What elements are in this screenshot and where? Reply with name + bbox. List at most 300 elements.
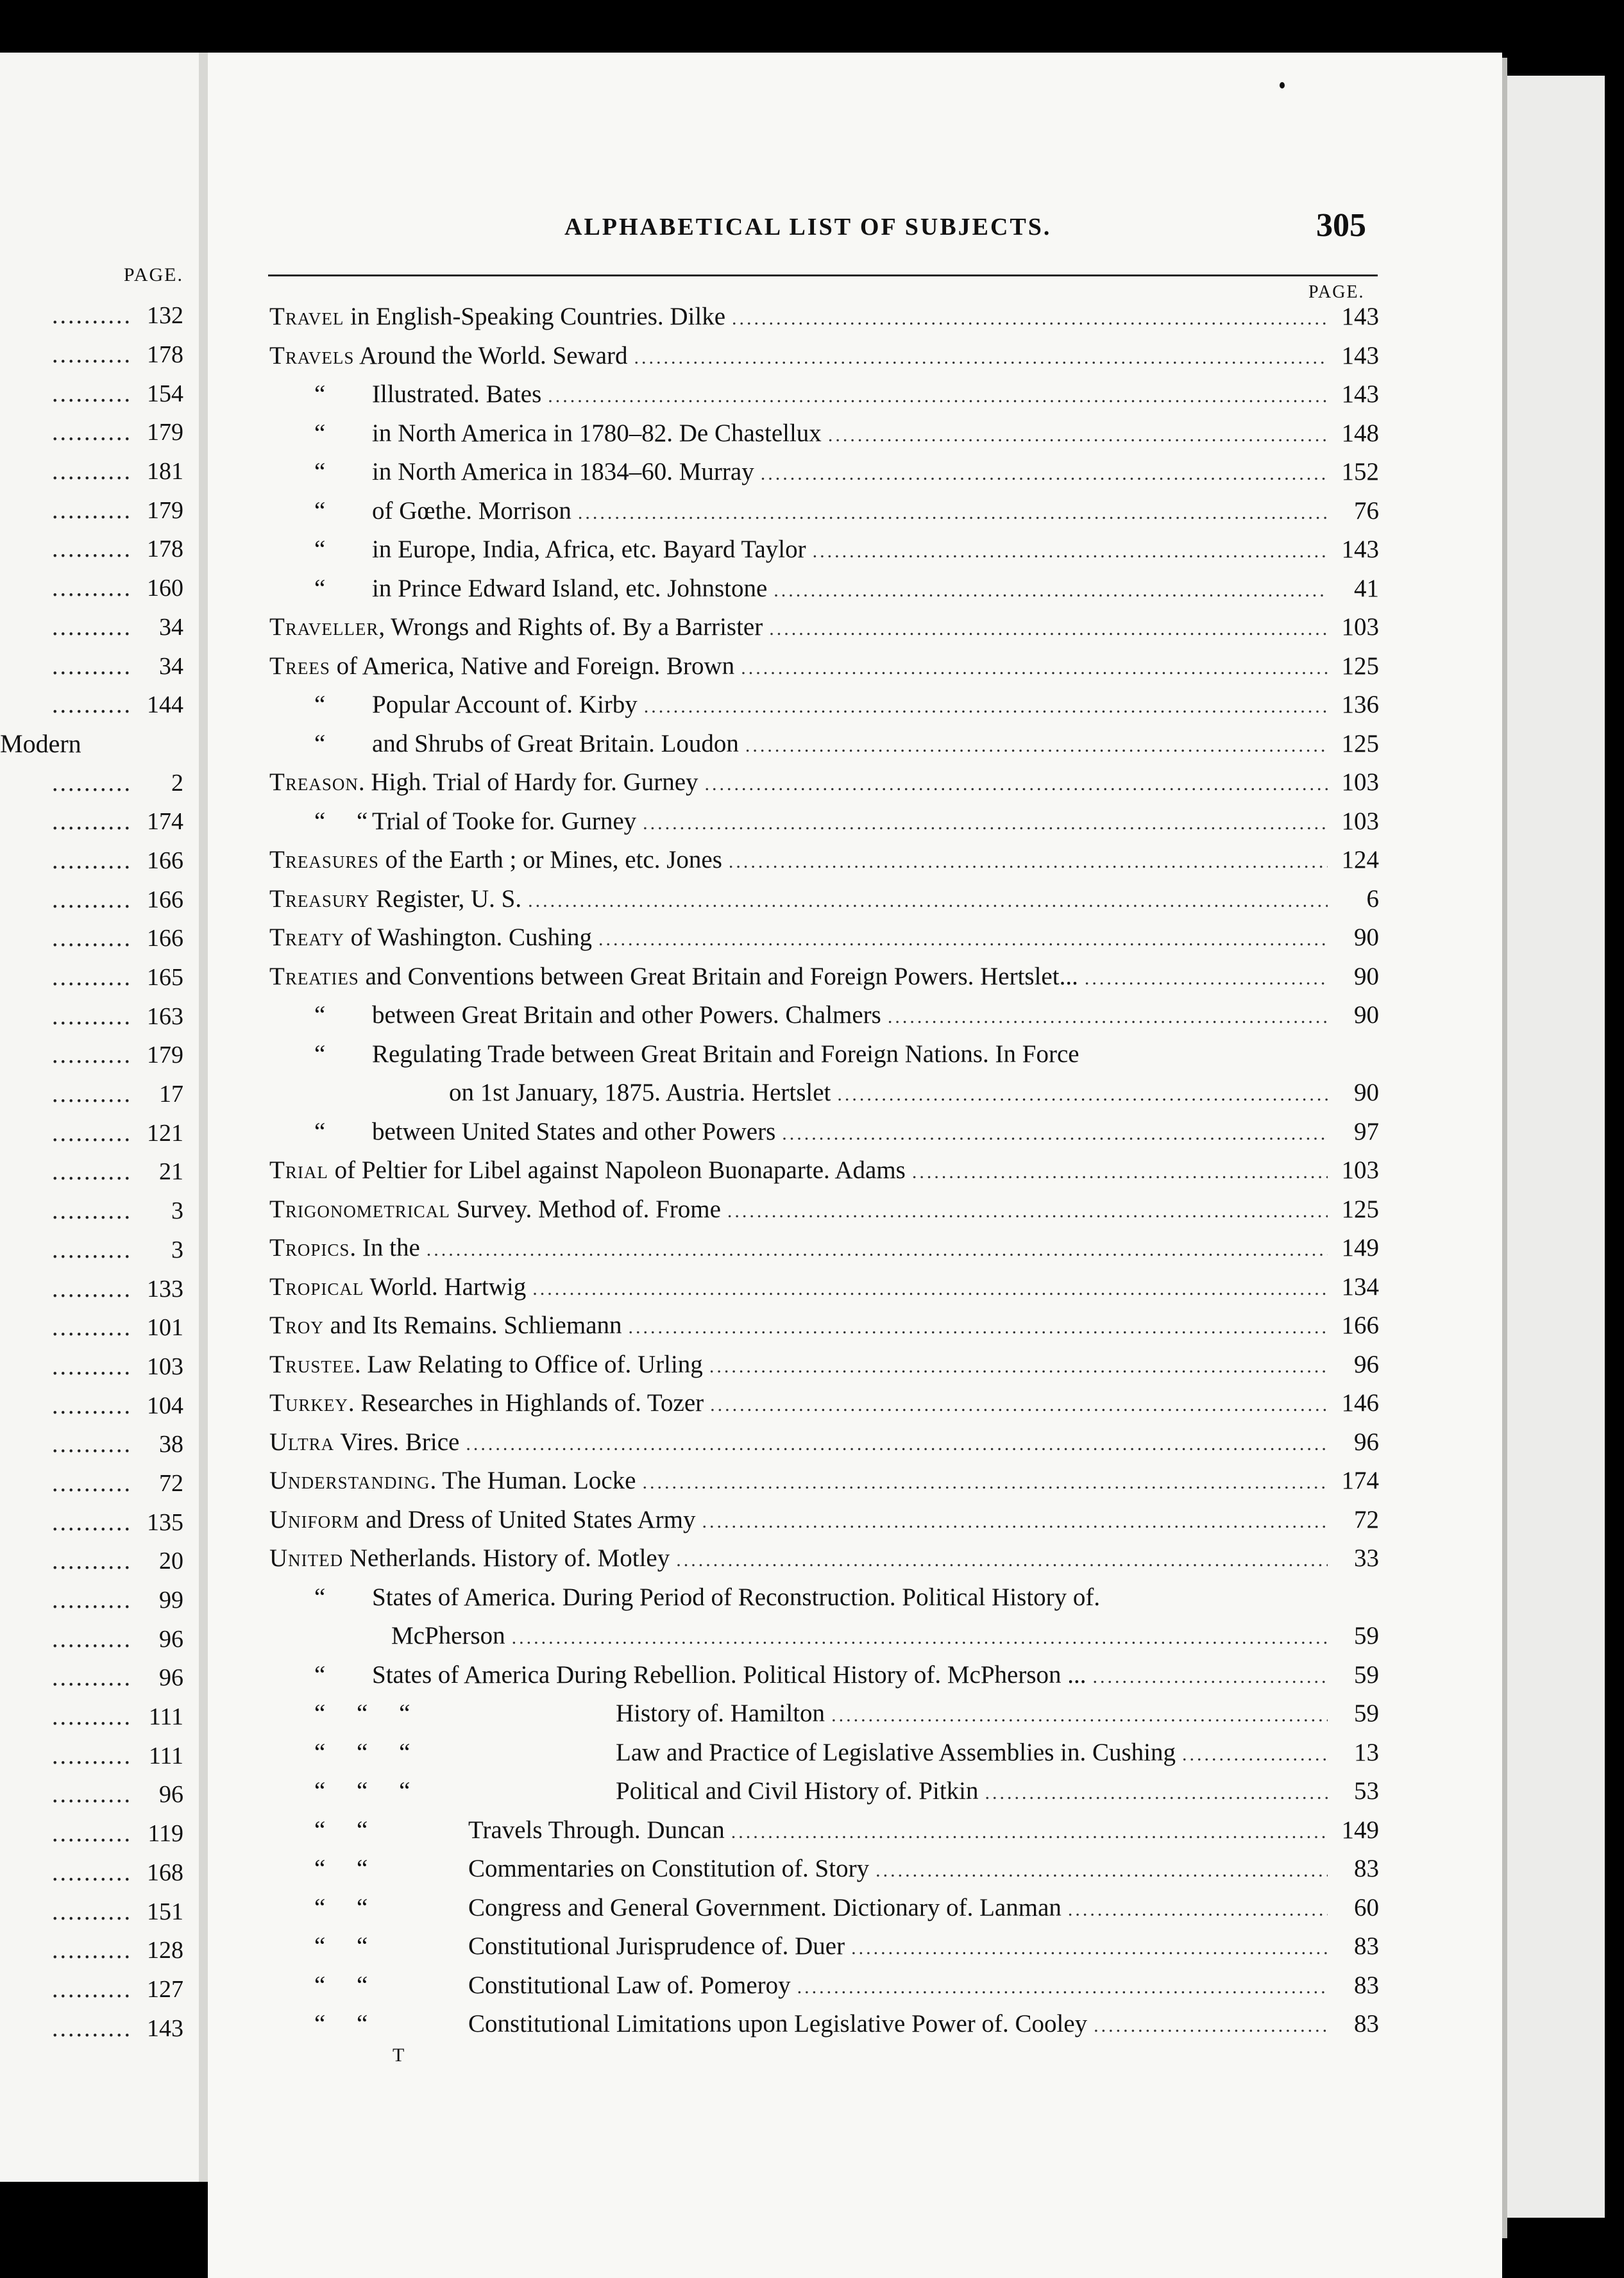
facing-page-number: 38 bbox=[159, 1431, 183, 1458]
dot-leader bbox=[1068, 1891, 1328, 1930]
entry-head-word: Treason bbox=[269, 768, 359, 796]
ditto-mark: “ “ bbox=[314, 1893, 368, 1921]
index-entry bbox=[269, 414, 1379, 453]
entry-text bbox=[269, 1694, 825, 1734]
entry-title: World. Hartwig bbox=[364, 1272, 527, 1301]
index-entry bbox=[269, 375, 1379, 414]
facing-page-entry bbox=[0, 1464, 183, 1503]
entry-head-word: Trustee bbox=[269, 1350, 355, 1378]
entry-page-number: 149 bbox=[1341, 1816, 1379, 1844]
facing-page-number: 101 bbox=[147, 1314, 183, 1342]
dot-leader: .......... bbox=[52, 652, 132, 680]
entry-title: in North America in 1780–82. De Chastellux bbox=[372, 419, 822, 447]
facing-page-number: 178 bbox=[147, 536, 183, 563]
index-entry bbox=[269, 1462, 1379, 1501]
entry-page-number: 72 bbox=[1354, 1505, 1379, 1533]
entry-title: in English-Speaking Countries. Dilke bbox=[344, 303, 726, 330]
facing-page-number: 96 bbox=[159, 1781, 183, 1809]
ditto-mark: “ bbox=[314, 1040, 326, 1068]
dot-leader: .......... bbox=[52, 302, 132, 330]
facing-page-number: 178 bbox=[147, 341, 183, 369]
entry-title: in North America in 1834–60. Murray bbox=[372, 458, 754, 485]
entry-text bbox=[269, 1384, 704, 1423]
facing-page-number: 179 bbox=[147, 1042, 183, 1069]
dot-leader bbox=[813, 532, 1328, 571]
facing-page-number: 121 bbox=[147, 1119, 183, 1147]
dot-leader bbox=[548, 377, 1328, 416]
facing-page-entry bbox=[0, 1231, 183, 1270]
entry-title: Netherlands. History of. Motley bbox=[343, 1544, 670, 1572]
dot-leader bbox=[532, 1270, 1328, 1309]
facing-page-entry bbox=[0, 1775, 183, 1814]
dot-leader bbox=[741, 649, 1328, 688]
entry-title: Law and Practice of Legislative Assemblies in. Cushing bbox=[616, 1738, 1176, 1766]
entry-text bbox=[269, 1151, 906, 1190]
entry-text bbox=[269, 1501, 695, 1540]
facing-page-number: 119 bbox=[148, 1820, 183, 1848]
dot-leader: .......... bbox=[52, 1625, 132, 1653]
entry-text bbox=[269, 1306, 622, 1346]
dot-leader bbox=[831, 1696, 1328, 1735]
dot-leader bbox=[466, 1425, 1328, 1464]
entry-page-number: 90 bbox=[1354, 1001, 1379, 1029]
index-entry bbox=[269, 1966, 1379, 2005]
dot-leader bbox=[709, 1347, 1328, 1387]
facing-page-entry bbox=[0, 841, 183, 881]
entry-page-number: 103 bbox=[1341, 613, 1379, 641]
dot-leader bbox=[676, 1541, 1328, 1580]
dot-leader: .......... bbox=[52, 1119, 132, 1147]
entry-title: Trial of Tooke for. Gurney bbox=[372, 807, 637, 835]
facing-page-number: 72 bbox=[159, 1469, 183, 1497]
entry-title: Popular Account of. Kirby bbox=[372, 691, 638, 718]
entry-head-word: Ultra bbox=[269, 1428, 335, 1456]
index-entry bbox=[269, 1734, 1379, 1773]
dot-leader: .......... bbox=[52, 341, 132, 369]
entry-title: in Europe, India, Africa, etc. Bayard Taylor bbox=[372, 536, 806, 563]
dot-leader bbox=[598, 920, 1328, 959]
entry-page-number: 125 bbox=[1341, 652, 1379, 680]
facing-page-entry bbox=[0, 919, 183, 958]
entry-page-number: 41 bbox=[1354, 574, 1379, 602]
entry-page-number: 6 bbox=[1366, 884, 1379, 913]
facing-page-entry bbox=[0, 608, 183, 647]
dot-leader bbox=[710, 1386, 1328, 1425]
index-entry bbox=[269, 1772, 1379, 1811]
facing-page-number: 99 bbox=[159, 1587, 183, 1614]
index-entry bbox=[269, 1384, 1379, 1423]
facing-page-number: 154 bbox=[147, 380, 183, 407]
ditto-mark: “ “ bbox=[314, 2010, 368, 2038]
facing-page-number: 21 bbox=[159, 1158, 183, 1186]
entry-page-number: 149 bbox=[1341, 1234, 1379, 1261]
facing-page-number: 127 bbox=[147, 1975, 183, 2003]
facing-page-number: 166 bbox=[147, 886, 183, 913]
dot-leader: .......... bbox=[52, 1042, 132, 1069]
dot-leader: .......... bbox=[52, 2014, 132, 2042]
entry-title: Commentaries on Constitution of. Story bbox=[468, 1855, 870, 1882]
entry-text bbox=[269, 802, 636, 841]
index-entry bbox=[269, 1501, 1379, 1540]
entry-title: and Conventions between Great Britain and Foreign Powers. Hertslet... bbox=[359, 962, 1078, 990]
dot-leader: .......... bbox=[52, 925, 132, 952]
entry-text bbox=[269, 841, 722, 880]
dot-leader: .......... bbox=[52, 1820, 132, 1848]
facing-page-number: 179 bbox=[147, 419, 183, 446]
entry-title: States of America During Rebellion. Political History of. McPherson ... bbox=[372, 1660, 1087, 1689]
dot-leader: .......... bbox=[52, 1703, 132, 1731]
dot-leader: .......... bbox=[52, 1392, 132, 1419]
dot-leader: .......... bbox=[52, 1197, 132, 1225]
entry-page-number: 53 bbox=[1354, 1777, 1379, 1805]
dot-leader bbox=[769, 610, 1328, 649]
index-entry bbox=[269, 530, 1379, 570]
entry-page-number: 125 bbox=[1341, 729, 1379, 757]
facing-page-number: 111 bbox=[148, 1742, 183, 1769]
facing-page-number: 104 bbox=[147, 1392, 183, 1419]
entry-head-word: Treasury bbox=[269, 884, 370, 913]
ditto-mark: “ “ bbox=[314, 1932, 368, 1960]
entry-page-number: 134 bbox=[1341, 1272, 1379, 1301]
entry-text bbox=[269, 298, 725, 337]
entry-head-word: Understanding bbox=[269, 1467, 430, 1494]
dot-leader: .......... bbox=[52, 1431, 132, 1458]
entry-page-number: 83 bbox=[1354, 2010, 1379, 2038]
facing-page-number: 34 bbox=[159, 613, 183, 641]
entry-text bbox=[269, 958, 1078, 997]
ditto-mark: “ “ “ bbox=[314, 1700, 410, 1727]
ditto-mark: “ bbox=[314, 380, 326, 408]
entry-title: Constitutional Law of. Pomeroy bbox=[468, 1971, 791, 1999]
entry-head-word: Treaty bbox=[269, 924, 344, 951]
index-entry bbox=[269, 763, 1379, 802]
dot-leader bbox=[888, 998, 1328, 1037]
dot-leader: .......... bbox=[52, 1975, 132, 2003]
index-entry bbox=[269, 958, 1379, 997]
dot-leader bbox=[731, 1813, 1328, 1852]
entry-continuation: McPherson bbox=[391, 1622, 505, 1649]
entry-title: and Dress of United States Army bbox=[359, 1505, 696, 1533]
entry-page-number: 90 bbox=[1354, 962, 1379, 990]
index-entry bbox=[269, 1889, 1379, 1928]
ditto-mark: “ bbox=[314, 574, 326, 602]
facing-page-entry bbox=[0, 569, 183, 608]
dot-leader bbox=[1094, 2007, 1328, 2046]
dot-leader bbox=[629, 1308, 1328, 1347]
entry-title: Political and Civil History of. Pitkin bbox=[616, 1777, 979, 1805]
facing-page-entry bbox=[0, 335, 183, 375]
page-edge-shadow bbox=[1502, 58, 1507, 2238]
ditto-mark: “ “ bbox=[314, 1816, 368, 1844]
entry-continuation: on 1st January, 1875. Austria. Hertslet bbox=[449, 1079, 831, 1106]
entry-text bbox=[269, 1462, 636, 1501]
page-column-label: PAGE. bbox=[1308, 282, 1365, 302]
entry-head-word: Tropics bbox=[269, 1234, 350, 1261]
facing-page-number: 165 bbox=[147, 964, 183, 991]
facing-page-fragment bbox=[0, 53, 199, 2182]
entry-title: of Washington. Cushing bbox=[344, 924, 592, 951]
entry-text bbox=[269, 996, 881, 1035]
entry-title: Constitutional Limitations upon Legislative Power of. Cooley bbox=[468, 2010, 1088, 2038]
entry-text bbox=[269, 1617, 505, 1656]
entry-page-number: 83 bbox=[1354, 1855, 1379, 1882]
dot-leader: .......... bbox=[52, 1314, 132, 1342]
entry-text bbox=[269, 570, 767, 609]
facing-page-number: 181 bbox=[147, 458, 183, 485]
entry-text bbox=[269, 414, 822, 453]
dot-leader: .......... bbox=[52, 1353, 132, 1380]
entry-text bbox=[269, 1850, 869, 1889]
entry-text bbox=[269, 1074, 831, 1113]
index-entry bbox=[269, 1268, 1379, 1307]
facing-page-number: 168 bbox=[147, 1859, 183, 1886]
entry-page-number: 96 bbox=[1354, 1350, 1379, 1378]
entry-title: Vires. Brice bbox=[334, 1428, 460, 1456]
facing-page-heading-fragment: Modern bbox=[0, 729, 81, 759]
entry-page-number: 83 bbox=[1354, 1971, 1379, 1999]
index-entry bbox=[269, 2005, 1379, 2044]
facing-page-entry bbox=[0, 1892, 183, 1931]
entry-title: Regulating Trade between Great Britain and Foreign Nations. In Force bbox=[372, 1040, 1079, 1068]
index-entry bbox=[269, 1850, 1379, 1889]
facing-page-number: 135 bbox=[147, 1508, 183, 1536]
facing-page-entry bbox=[0, 1581, 183, 1620]
dot-leader: .......... bbox=[52, 1508, 132, 1536]
facing-page-number: 163 bbox=[147, 1002, 183, 1030]
entry-page-number: 103 bbox=[1341, 768, 1379, 796]
entry-page-number: 96 bbox=[1354, 1428, 1379, 1456]
facing-page-entry bbox=[0, 491, 183, 530]
entry-head-word: Tropical bbox=[269, 1272, 364, 1301]
index-entry bbox=[269, 725, 1379, 764]
dot-leader: .......... bbox=[52, 496, 132, 524]
facing-page-entry bbox=[0, 1736, 183, 1775]
dot-leader: .......... bbox=[52, 1742, 132, 1769]
index-entry bbox=[269, 880, 1379, 919]
entry-page-number: 152 bbox=[1341, 458, 1379, 485]
entry-text bbox=[269, 375, 541, 414]
dot-leader bbox=[912, 1153, 1328, 1192]
entry-text bbox=[269, 1811, 725, 1850]
entry-head-word: Uniform bbox=[269, 1505, 360, 1533]
index-entry bbox=[269, 298, 1379, 337]
dot-leader: .......... bbox=[52, 847, 132, 874]
entry-head-word: Travel bbox=[269, 303, 344, 330]
entry-page-number: 148 bbox=[1341, 419, 1379, 447]
dot-leader: .......... bbox=[52, 886, 132, 913]
facing-page-entry bbox=[0, 1152, 183, 1192]
dot-leader: .......... bbox=[52, 613, 132, 641]
facing-page-entry bbox=[0, 1814, 183, 1853]
dot-leader bbox=[512, 1619, 1328, 1658]
entry-page-number: 13 bbox=[1354, 1738, 1379, 1766]
dot-leader: .......... bbox=[52, 769, 132, 797]
ditto-mark: “ bbox=[314, 1117, 326, 1145]
entry-page-number: 143 bbox=[1341, 536, 1379, 563]
dot-leader: .......... bbox=[52, 1781, 132, 1809]
entry-text bbox=[269, 608, 763, 647]
entry-page-number: 90 bbox=[1354, 924, 1379, 951]
dot-leader bbox=[705, 765, 1328, 804]
dot-leader bbox=[1093, 1658, 1328, 1697]
entry-text bbox=[269, 1346, 703, 1385]
index-entry bbox=[269, 1035, 1379, 1074]
dot-leader: .......... bbox=[52, 458, 132, 485]
index-entry bbox=[269, 1229, 1379, 1268]
facing-page-number: 2 bbox=[171, 769, 183, 797]
index-entry bbox=[269, 570, 1379, 609]
facing-page-entry bbox=[0, 1036, 183, 1075]
ditto-mark: “ bbox=[314, 1660, 326, 1689]
facing-page-entry bbox=[0, 763, 183, 802]
facing-page-entry bbox=[0, 1192, 183, 1231]
index-entry bbox=[269, 1617, 1379, 1656]
facing-page-entry bbox=[0, 374, 183, 413]
entry-head-word: United bbox=[269, 1544, 344, 1572]
facing-page-number: 174 bbox=[147, 808, 183, 836]
facing-page-number: 133 bbox=[147, 1275, 183, 1303]
dot-leader: .......... bbox=[52, 575, 132, 602]
index-entry bbox=[269, 1346, 1379, 1385]
entry-head-word: Treasures bbox=[269, 846, 379, 873]
dot-leader: .......... bbox=[52, 536, 132, 563]
dot-leader: .......... bbox=[52, 1002, 132, 1030]
entry-title: of Peltier for Libel against Napoleon Buonaparte. Adams bbox=[328, 1156, 906, 1184]
dot-leader: .......... bbox=[52, 1275, 132, 1303]
entry-page-number: 143 bbox=[1341, 341, 1379, 369]
ditto-mark: “ “ bbox=[314, 1855, 368, 1882]
ditto-mark: “ bbox=[314, 691, 326, 718]
entry-text bbox=[269, 725, 739, 764]
entry-text bbox=[269, 686, 638, 725]
entry-page-number: 33 bbox=[1354, 1544, 1379, 1572]
entry-text bbox=[269, 880, 521, 919]
ditto-mark: “ bbox=[314, 458, 326, 485]
index-entry bbox=[269, 1927, 1379, 1966]
dot-leader bbox=[427, 1231, 1328, 1270]
facing-page-entry bbox=[0, 413, 183, 452]
subject-index-list bbox=[269, 298, 1379, 2044]
facing-page-numbers bbox=[0, 296, 183, 2048]
entry-title: between Great Britain and other Powers. Chalmers bbox=[372, 1001, 881, 1029]
running-head: ALPHABETICAL LIST OF SUBJECTS. bbox=[564, 214, 1052, 240]
index-entry bbox=[269, 337, 1379, 376]
facing-page-number: 166 bbox=[147, 925, 183, 952]
index-entry bbox=[269, 608, 1379, 647]
entry-page-number: 59 bbox=[1354, 1660, 1379, 1689]
entry-page-number: 143 bbox=[1341, 380, 1379, 408]
entry-title: in Prince Edward Island, etc. Johnstone bbox=[372, 574, 768, 602]
facing-page-entry bbox=[0, 530, 183, 569]
dot-leader: .......... bbox=[52, 1587, 132, 1614]
entry-title: between United States and other Powers bbox=[372, 1117, 776, 1145]
entry-title: . In the bbox=[350, 1234, 420, 1261]
ditto-mark: “ bbox=[314, 496, 326, 525]
ditto-mark: “ bbox=[314, 536, 326, 563]
entry-title: Congress and General Government. Dictionary of. Lanman bbox=[468, 1893, 1062, 1921]
entry-text bbox=[269, 1889, 1062, 1928]
entry-page-number: 125 bbox=[1341, 1195, 1379, 1223]
ditto-mark: “ “ “ bbox=[314, 1777, 410, 1805]
dot-leader: .......... bbox=[52, 691, 132, 719]
page-number: 305 bbox=[1316, 207, 1366, 244]
facing-page-entry bbox=[0, 1931, 183, 1970]
facing-page-number: 3 bbox=[171, 1236, 183, 1263]
entry-title: Register, U. S. bbox=[369, 884, 522, 913]
entry-head-word: Traveller bbox=[269, 613, 379, 641]
entry-page-number: 76 bbox=[1354, 496, 1379, 525]
entry-title: and Its Remains. Schliemann bbox=[323, 1312, 622, 1339]
index-entry bbox=[269, 1811, 1379, 1850]
entry-head-word: Troy bbox=[269, 1312, 324, 1339]
dot-leader: .......... bbox=[52, 1859, 132, 1886]
index-entry bbox=[269, 492, 1379, 531]
index-entry bbox=[269, 1656, 1379, 1695]
entry-text bbox=[269, 1190, 721, 1229]
dot-leader bbox=[851, 1929, 1328, 1968]
entry-page-number: 97 bbox=[1354, 1117, 1379, 1145]
entry-text bbox=[269, 1423, 459, 1462]
dot-leader bbox=[642, 1464, 1328, 1503]
entry-text bbox=[269, 2005, 1087, 2044]
entry-title: States of America. During Period of Reconstruction. Political History of. bbox=[372, 1583, 1101, 1611]
facing-page-number: 96 bbox=[159, 1625, 183, 1653]
entry-page-number: 60 bbox=[1354, 1893, 1379, 1921]
facing-page-number: 151 bbox=[147, 1898, 183, 1925]
dot-leader bbox=[985, 1774, 1328, 1813]
facing-page-number: 34 bbox=[159, 652, 183, 680]
signature-mark: T bbox=[393, 2045, 405, 2066]
facing-page-number: 143 bbox=[147, 2014, 183, 2042]
ditto-mark: “ bbox=[314, 729, 326, 757]
ditto-mark: “ bbox=[314, 419, 326, 447]
facing-page-entry bbox=[0, 1698, 183, 1737]
entry-text bbox=[269, 453, 754, 492]
facing-page-entry bbox=[0, 686, 183, 725]
entry-text bbox=[269, 1113, 775, 1152]
facing-page-number: 103 bbox=[147, 1353, 183, 1380]
dot-leader bbox=[727, 1192, 1328, 1231]
index-entry bbox=[269, 1423, 1379, 1462]
dot-leader: .......... bbox=[52, 1937, 132, 1964]
dot-leader bbox=[528, 882, 1328, 921]
facing-page-entry bbox=[0, 2009, 183, 2048]
entry-page-number: 83 bbox=[1354, 1932, 1379, 1960]
index-entry bbox=[269, 1539, 1379, 1578]
facing-page-entry bbox=[0, 1269, 183, 1308]
entry-page-number: 146 bbox=[1341, 1389, 1379, 1417]
entry-text bbox=[269, 337, 628, 376]
index-entry bbox=[269, 1694, 1379, 1734]
dot-leader: .......... bbox=[52, 419, 132, 446]
dot-leader bbox=[828, 416, 1328, 455]
entry-text bbox=[269, 763, 698, 802]
entry-text bbox=[269, 1772, 979, 1811]
facing-page-entry bbox=[0, 1542, 183, 1581]
entry-title: . Law Relating to Office of. Urling bbox=[354, 1350, 703, 1378]
dot-leader bbox=[644, 688, 1328, 727]
entry-page-number: 90 bbox=[1354, 1079, 1379, 1106]
entry-text bbox=[269, 1927, 845, 1966]
dot-leader: .......... bbox=[52, 380, 132, 407]
entry-page-number: 174 bbox=[1341, 1467, 1379, 1494]
entry-head-word: Turkey bbox=[269, 1389, 348, 1417]
entry-head-word: Trigonometrical bbox=[269, 1195, 450, 1223]
entry-title: , Wrongs and Rights of. By a Barrister bbox=[378, 613, 763, 641]
entry-title: of the Earth ; or Mines, etc. Jones bbox=[378, 846, 722, 873]
index-entry bbox=[269, 686, 1379, 725]
facing-page-entry bbox=[0, 1425, 183, 1464]
